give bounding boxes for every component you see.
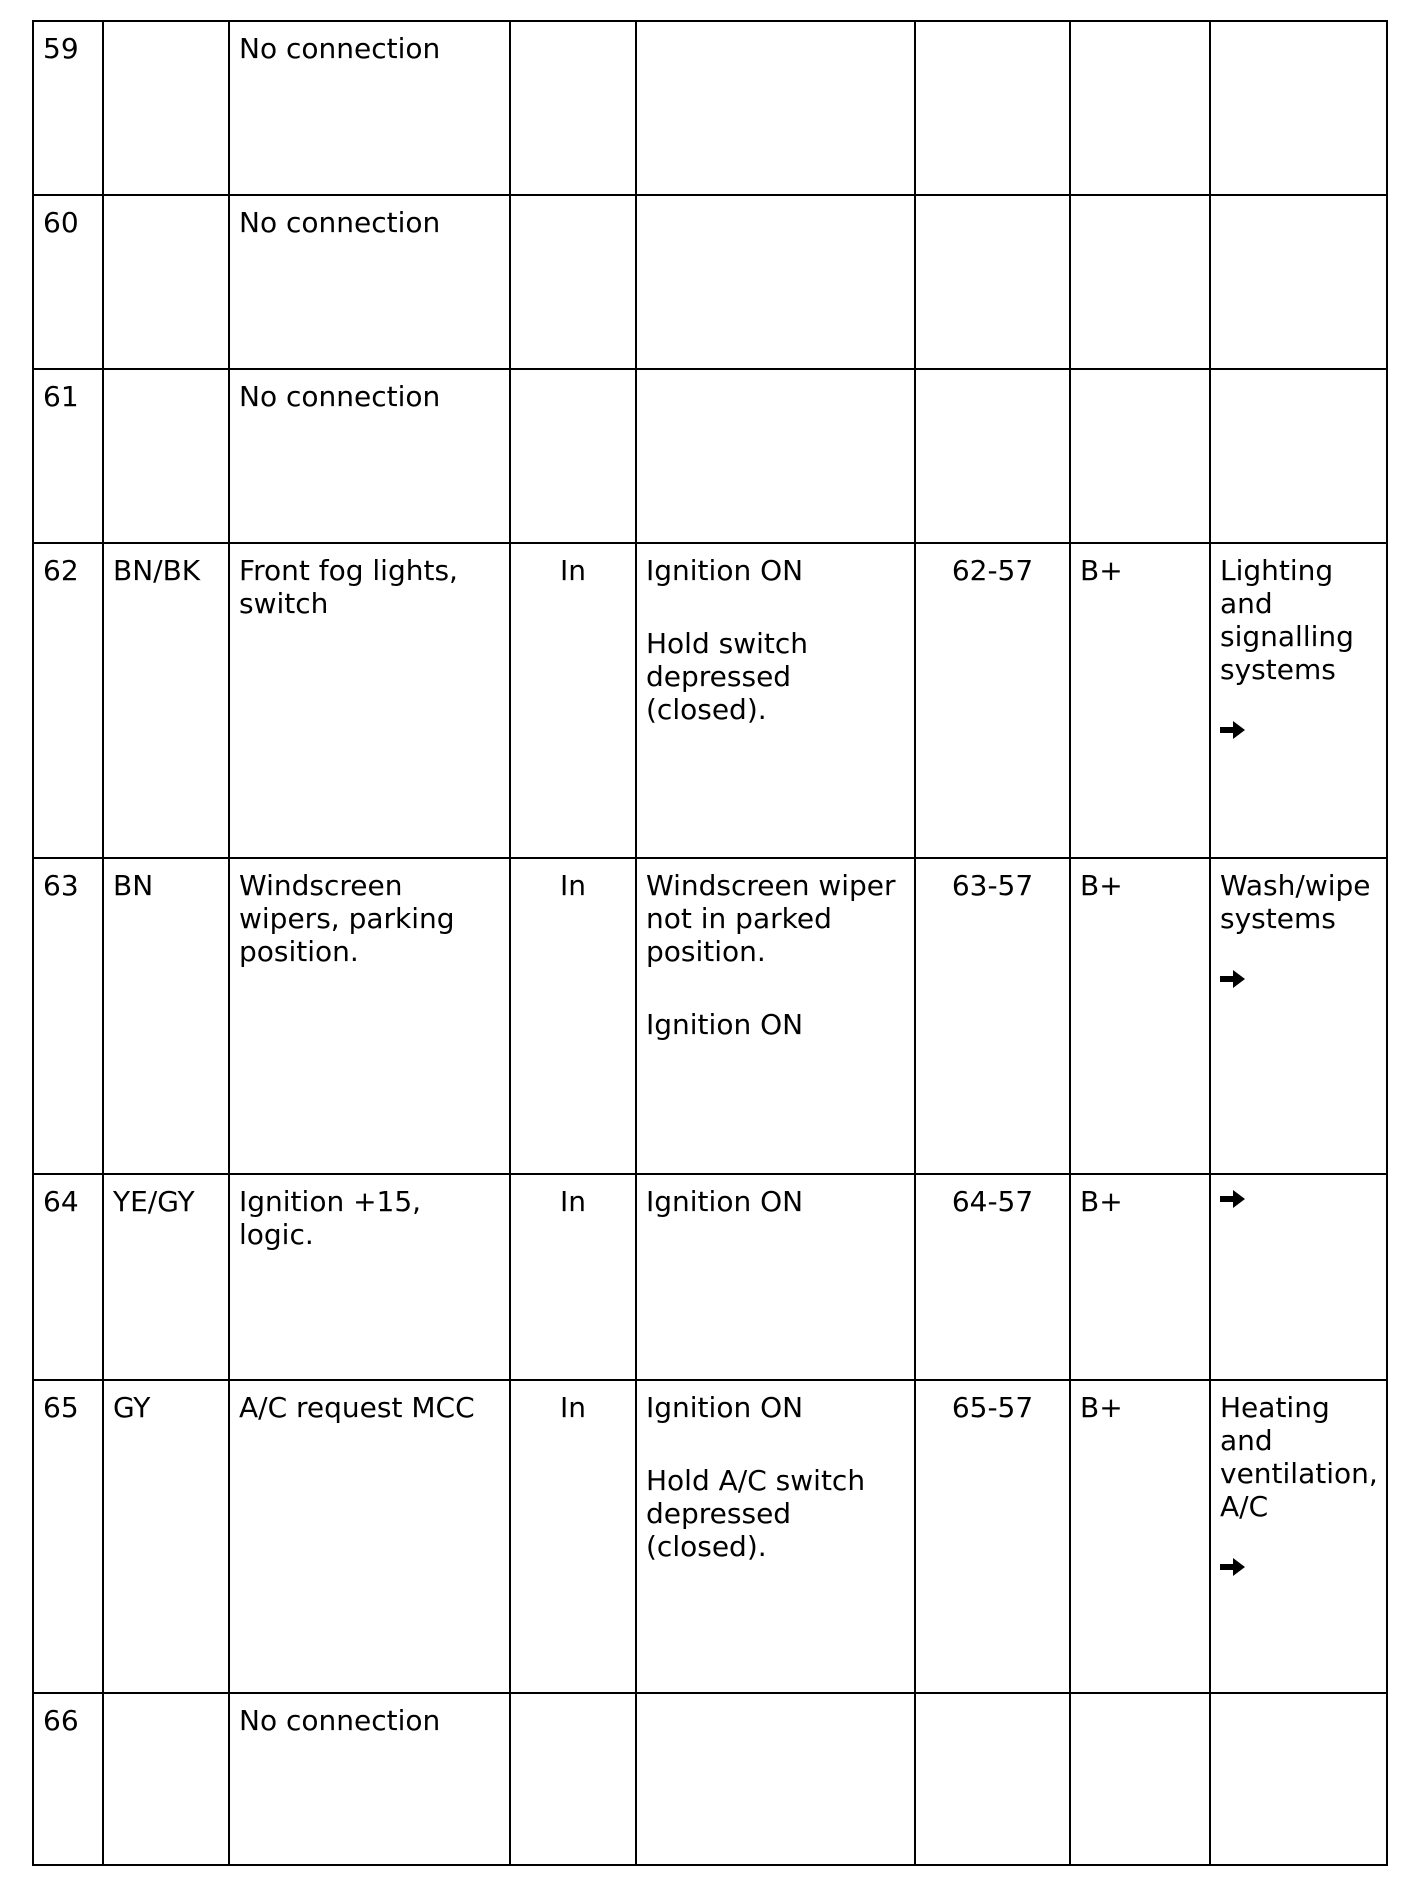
description-text: No connection bbox=[239, 206, 441, 239]
wire-color-cell bbox=[103, 369, 229, 543]
signal-direction: In bbox=[559, 554, 586, 587]
measure-terminals-cell bbox=[915, 1174, 1070, 1380]
condition-text: Hold switch bbox=[646, 627, 809, 660]
signal-direction: In bbox=[559, 1185, 586, 1218]
pin-number-cell bbox=[33, 858, 103, 1174]
condition-cell bbox=[636, 1693, 915, 1865]
condition-text: depressed bbox=[646, 660, 792, 693]
reference-text: systems bbox=[1220, 653, 1336, 686]
arrow-right-icon[interactable] bbox=[1220, 1189, 1246, 1209]
condition-text: (closed). bbox=[646, 1530, 767, 1563]
reference-text: Wash/wipe bbox=[1220, 869, 1371, 902]
wire-color-cell bbox=[103, 858, 229, 1174]
measure-terminals-cell bbox=[915, 858, 1070, 1174]
wire-color: BN/BK bbox=[113, 554, 201, 587]
table-body bbox=[33, 21, 1387, 1865]
direction-cell bbox=[510, 1693, 636, 1865]
condition-text: Ignition ON bbox=[646, 554, 804, 587]
reference-cell bbox=[1210, 1174, 1387, 1380]
signal-direction: In bbox=[559, 1391, 586, 1424]
reference-cell bbox=[1210, 543, 1387, 858]
nominal-value: B+ bbox=[1080, 554, 1123, 587]
nominal-value-cell bbox=[1070, 21, 1210, 195]
measure-terminals: 65-57 bbox=[951, 1391, 1034, 1424]
wire-color: YE/GY bbox=[113, 1185, 195, 1218]
measure-terminals-cell bbox=[915, 543, 1070, 858]
condition-text: Ignition ON bbox=[646, 1185, 804, 1218]
wire-color: GY bbox=[113, 1391, 151, 1424]
wire-color-cell bbox=[103, 21, 229, 195]
direction-cell bbox=[510, 1174, 636, 1380]
table-row bbox=[33, 21, 1387, 195]
description-cell bbox=[229, 1380, 510, 1693]
condition-text: Ignition ON bbox=[646, 1008, 804, 1041]
condition-text: depressed bbox=[646, 1497, 792, 1530]
description-text: No connection bbox=[239, 32, 441, 65]
table-row bbox=[33, 1380, 1387, 1693]
reference-text: A/C bbox=[1220, 1490, 1269, 1523]
reference-text: signalling bbox=[1220, 620, 1354, 653]
nominal-value-cell bbox=[1070, 543, 1210, 858]
pin-number-cell bbox=[33, 1693, 103, 1865]
condition-text: (closed). bbox=[646, 693, 767, 726]
direction-cell bbox=[510, 369, 636, 543]
measure-terminals-cell bbox=[915, 1693, 1070, 1865]
reference-cell bbox=[1210, 369, 1387, 543]
reference-text: systems bbox=[1220, 902, 1336, 935]
wire-color-cell bbox=[103, 1380, 229, 1693]
condition-text: Hold A/C switch bbox=[646, 1464, 866, 1497]
reference-text: and bbox=[1220, 1424, 1273, 1457]
arrow-right-icon[interactable] bbox=[1220, 720, 1246, 740]
measure-terminals: 62-57 bbox=[951, 554, 1034, 587]
description-text: wipers, parking bbox=[239, 902, 455, 935]
description-cell bbox=[229, 195, 510, 369]
pin-number: 66 bbox=[43, 1704, 79, 1737]
pin-number: 65 bbox=[43, 1391, 79, 1424]
arrow-right-icon[interactable] bbox=[1220, 969, 1246, 989]
condition-cell bbox=[636, 369, 915, 543]
nominal-value-cell bbox=[1070, 1380, 1210, 1693]
direction-cell bbox=[510, 858, 636, 1174]
condition-cell bbox=[636, 1174, 915, 1380]
description-text: logic. bbox=[239, 1218, 314, 1251]
reference-cell bbox=[1210, 858, 1387, 1174]
reference-text: and bbox=[1220, 587, 1273, 620]
description-text: No connection bbox=[239, 1704, 441, 1737]
measure-terminals-cell bbox=[915, 369, 1070, 543]
reference-cell bbox=[1210, 195, 1387, 369]
measure-terminals-cell bbox=[915, 1380, 1070, 1693]
measure-terminals: 64-57 bbox=[951, 1185, 1034, 1218]
table-row bbox=[33, 1693, 1387, 1865]
reference-cell bbox=[1210, 21, 1387, 195]
nominal-value-cell bbox=[1070, 369, 1210, 543]
condition-cell bbox=[636, 543, 915, 858]
condition-text: not in parked bbox=[646, 902, 832, 935]
direction-cell bbox=[510, 543, 636, 858]
description-text: position. bbox=[239, 935, 359, 968]
direction-cell bbox=[510, 21, 636, 195]
pin-number-cell bbox=[33, 369, 103, 543]
wire-color-cell bbox=[103, 195, 229, 369]
measure-terminals: 63-57 bbox=[951, 869, 1034, 902]
pin-number: 62 bbox=[43, 554, 79, 587]
direction-cell bbox=[510, 1380, 636, 1693]
pin-assignment-table bbox=[32, 20, 1388, 1866]
wire-color: BN bbox=[113, 869, 154, 902]
condition-cell bbox=[636, 21, 915, 195]
condition-text: position. bbox=[646, 935, 766, 968]
description-cell bbox=[229, 1174, 510, 1380]
nominal-value-cell bbox=[1070, 1693, 1210, 1865]
direction-cell bbox=[510, 195, 636, 369]
condition-text: Ignition ON bbox=[646, 1391, 804, 1424]
reference-text: ventilation, bbox=[1220, 1457, 1378, 1490]
description-text: A/C request MCC bbox=[239, 1391, 475, 1424]
condition-cell bbox=[636, 195, 915, 369]
table-row bbox=[33, 369, 1387, 543]
wire-color-cell bbox=[103, 1174, 229, 1380]
wire-color-cell bbox=[103, 543, 229, 858]
reference-text: Lighting bbox=[1220, 554, 1334, 587]
pin-number-cell bbox=[33, 21, 103, 195]
description-text: Front fog lights, bbox=[239, 554, 458, 587]
nominal-value: B+ bbox=[1080, 1391, 1123, 1424]
measure-terminals-cell bbox=[915, 195, 1070, 369]
reference-cell bbox=[1210, 1380, 1387, 1693]
table-row bbox=[33, 1174, 1387, 1380]
condition-cell bbox=[636, 1380, 915, 1693]
pin-number: 59 bbox=[43, 32, 79, 65]
nominal-value-cell bbox=[1070, 1174, 1210, 1380]
table-row bbox=[33, 195, 1387, 369]
table-row bbox=[33, 543, 1387, 858]
pin-number-cell bbox=[33, 543, 103, 858]
table-row bbox=[33, 858, 1387, 1174]
reference-text: Heating bbox=[1220, 1391, 1330, 1424]
signal-direction: In bbox=[559, 869, 586, 902]
description-cell bbox=[229, 369, 510, 543]
description-cell bbox=[229, 1693, 510, 1865]
pin-number-cell bbox=[33, 1174, 103, 1380]
nominal-value-cell bbox=[1070, 195, 1210, 369]
nominal-value-cell bbox=[1070, 858, 1210, 1174]
description-text: Ignition +15, bbox=[239, 1185, 422, 1218]
condition-cell bbox=[636, 858, 915, 1174]
pin-number: 63 bbox=[43, 869, 79, 902]
description-text: switch bbox=[239, 587, 329, 620]
pin-number-cell bbox=[33, 195, 103, 369]
description-cell bbox=[229, 543, 510, 858]
condition-text: Windscreen wiper bbox=[646, 869, 896, 902]
nominal-value: B+ bbox=[1080, 1185, 1123, 1218]
pin-number: 61 bbox=[43, 380, 79, 413]
description-text: Windscreen bbox=[239, 869, 403, 902]
description-cell bbox=[229, 858, 510, 1174]
description-text: No connection bbox=[239, 380, 441, 413]
pin-number-cell bbox=[33, 1380, 103, 1693]
arrow-right-icon[interactable] bbox=[1220, 1557, 1246, 1577]
pin-number: 64 bbox=[43, 1185, 79, 1218]
wire-color-cell bbox=[103, 1693, 229, 1865]
description-cell bbox=[229, 21, 510, 195]
reference-cell bbox=[1210, 1693, 1387, 1865]
pin-number: 60 bbox=[43, 206, 79, 239]
measure-terminals-cell bbox=[915, 21, 1070, 195]
nominal-value: B+ bbox=[1080, 869, 1123, 902]
